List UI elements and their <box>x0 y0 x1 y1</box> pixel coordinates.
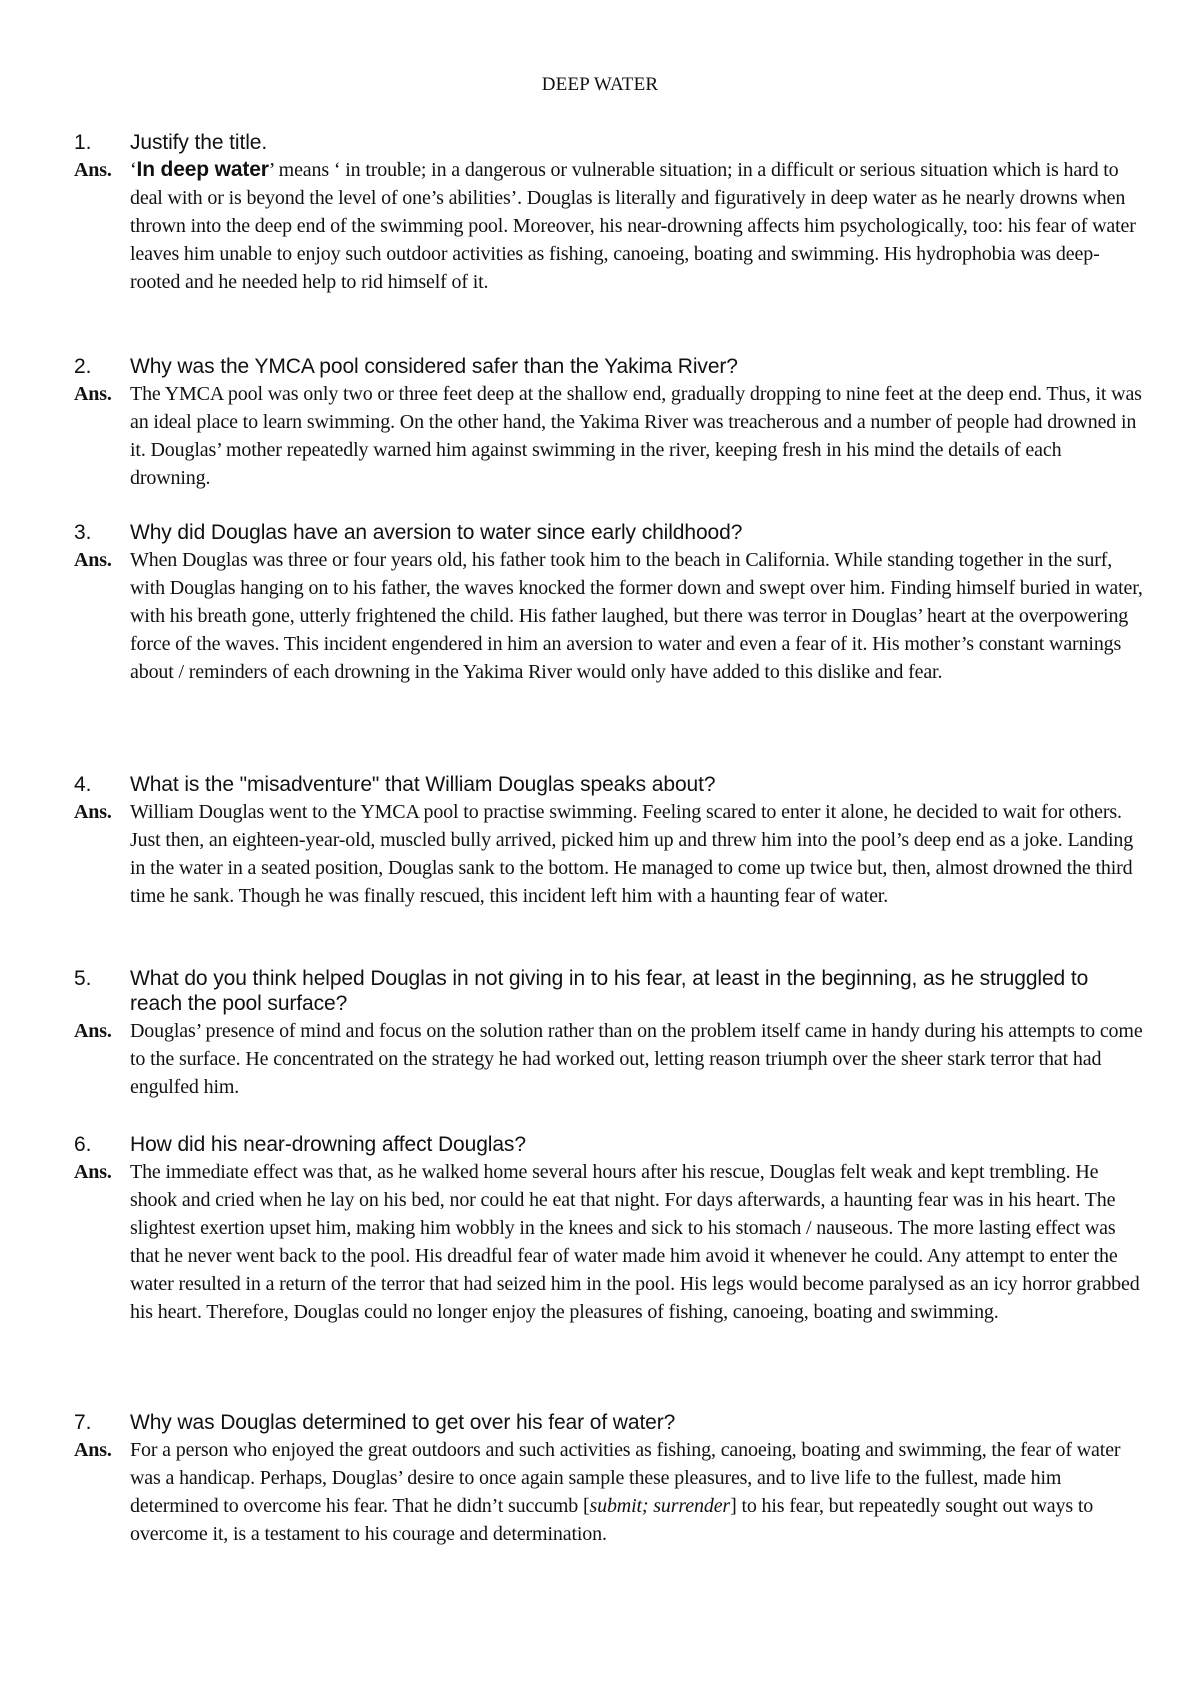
question-text: Why was the YMCA pool considered safer than the Yakima River? <box>130 355 738 378</box>
qa-item-2 <box>74 354 1144 492</box>
qa-item-5 <box>74 966 1144 1101</box>
question-text: What is the "misadventure" that William Douglas speaks about? <box>130 773 716 796</box>
qa-item-3 <box>74 520 1144 686</box>
ans-label: Ans. <box>74 1439 112 1461</box>
ans-label: Ans. <box>74 159 112 181</box>
question-number: 1. <box>74 131 92 154</box>
answer-text: The immediate effect was that, as he walked home several hours after his rescue, Douglas felt weak and kept trembling. He shook and cried when he lay on his bed, nor could he eat that night. For days afterwards, a haunting fear was in his heart. The slightest exertion upset him, making him wobbly in the knees and sick to his stomach / nauseous. The more lasting effect was that he never went back to the pool. His dreadful fear of water made him avoid it whenever he could. Any attempt to enter the water resulted in a return of the terror that had seized him in the pool. His legs would become paralysed as an icy horror grabbed his heart. Therefore, Douglas could no longer enjoy the pleasures of fishing, canoeing, boating and swimming. <box>130 1161 1140 1323</box>
question-2 <box>74 354 1144 379</box>
answer-text: William Douglas went to the YMCA pool to practise swimming. Feeling scared to enter it alone, he decided to wait for others. Just then, an eighteen-year-old, muscled bully arrived, picked him up and threw him into the pool’s deep end as a joke. Landing in the water in a seated position, Douglas sank to the bottom. He managed to come up twice but, then, almost drowned the third time he sank. Though he was finally rescued, this incident left him with a haunting fear of water. <box>130 801 1134 907</box>
question-number: 7. <box>74 1411 92 1434</box>
answer-quote: ‘ <box>130 159 137 181</box>
question-text: Why did Douglas have an aversion to water since early childhood? <box>130 521 743 544</box>
answer-text: When Douglas was three or four years old, his father took him to the beach in California. While standing together in the surf, with Douglas hanging on to his father, the waves knocked the former down and swept over him. Finding himself buried in water, with his breath gone, utterly frightened the child. His father laughed, but there was terror in Douglas’ heart at the overpowering force of the waves. This incident engendered in him an aversion to water and even a fear of it. His mother’s constant warnings about / reminders of each drowning in the Yakima River would only have added to this dislike and fear. <box>130 549 1143 683</box>
question-4 <box>74 772 1144 797</box>
ans-label: Ans. <box>74 383 112 405</box>
answer-text: ’ means ‘ in trouble; in a dangerous or vulnerable situation; in a difficult or serious situation which is hard to deal with or is beyond the level of one’s abilities’. Douglas is literally and figuratively in deep water as he nearly drowns when thrown into the deep end of the swimming pool. Moreover, his near-drowning affects him psychologically, too: his fear of water leaves him unable to enjoy such outdoor activities as fishing, canoeing, boating and swimming. His hydrophobia was deep-rooted and he needed help to rid himself of it. <box>130 159 1136 293</box>
question-6 <box>74 1132 1144 1157</box>
question-number: 6. <box>74 1133 92 1156</box>
answer-1 <box>74 156 1144 296</box>
question-7 <box>74 1410 1144 1435</box>
ans-label: Ans. <box>74 1161 112 1183</box>
answer-keyword: In deep water <box>136 158 269 181</box>
ans-label: Ans. <box>74 1020 112 1042</box>
question-number: 5. <box>74 967 92 990</box>
answer-italic: submit; surrender <box>589 1495 731 1517</box>
qa-item-1 <box>74 130 1144 296</box>
answer-text: The YMCA pool was only two or three feet deep at the shallow end, gradually dropping to nine feet at the deep end. Thus, it was an ideal place to learn swimming. On the other hand, the Yakima River was treacherous and a number of people had drowned in it. Douglas’ mother repeatedly warned him against swimming in the river, keeping fresh in his mind the details of each drowning. <box>130 383 1142 489</box>
question-text: What do you think helped Douglas in not giving in to his fear, at least in the beginning, as he struggled to reach the pool surface? <box>130 967 1089 1015</box>
answer-2 <box>74 380 1144 492</box>
answer-7 <box>74 1436 1144 1548</box>
answer-text: Douglas’ presence of mind and focus on the solution rather than on the problem itself came in handy during his attempts to come to the surface. He concentrated on the strategy he had worked out, letting reason triumph over the sheer stark terror that had engulfed him. <box>130 1020 1143 1098</box>
answer-text-end: ] to his fear, but repeatedly sought out ways to overcome it, is a testament to his courage and determination. <box>130 1495 1094 1545</box>
answer-5 <box>74 1017 1144 1101</box>
answer-3 <box>74 546 1144 686</box>
question-3 <box>74 520 1144 545</box>
question-text: Justify the title. <box>130 131 268 154</box>
question-text: How did his near-drowning affect Douglas? <box>130 1133 526 1156</box>
qa-item-4 <box>74 772 1144 910</box>
document-title: DEEP WATER <box>541 74 659 95</box>
ans-label: Ans. <box>74 549 112 571</box>
question-number: 2. <box>74 355 92 378</box>
question-text: Why was Douglas determined to get over his fear of water? <box>130 1411 676 1434</box>
ans-label: Ans. <box>74 801 112 823</box>
question-5 <box>74 966 1144 1016</box>
answer-text: For a person who enjoyed the great outdoors and such activities as fishing, canoeing, boating and swimming, the fear of water was a handicap. Perhaps, Douglas’ desire to once again sample these pleasures, and to live life to the fullest, made him determined to overcome his fear. That he didn’t succumb [ <box>130 1439 1121 1517</box>
question-number: 3. <box>74 521 92 544</box>
qa-item-7 <box>74 1410 1144 1548</box>
answer-6 <box>74 1158 1144 1326</box>
answer-4 <box>74 798 1144 910</box>
question-number: 4. <box>74 773 92 796</box>
question-1 <box>74 130 1144 155</box>
qa-item-6 <box>74 1132 1144 1326</box>
